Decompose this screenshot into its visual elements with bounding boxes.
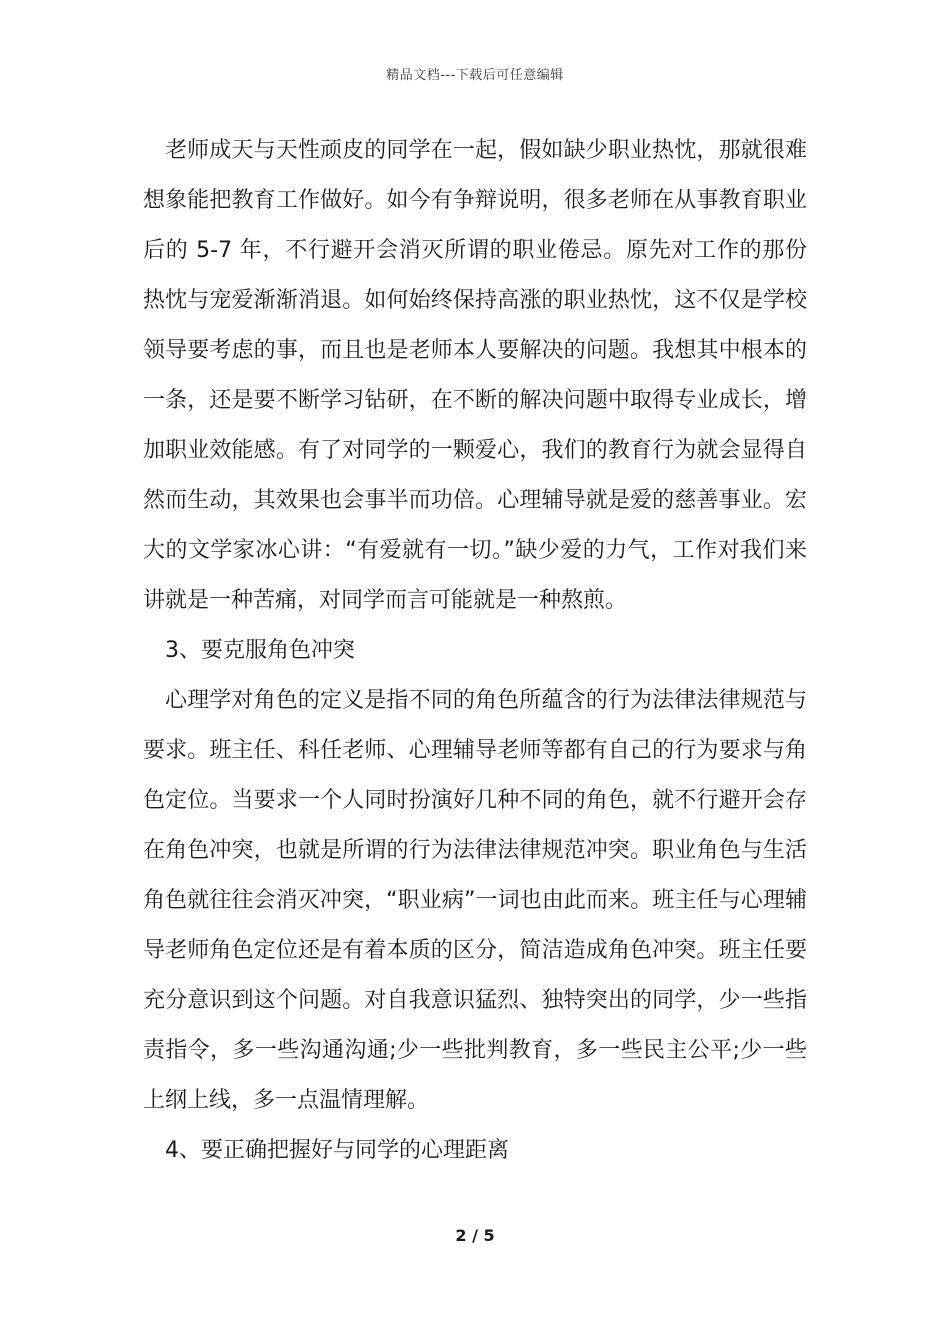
section-heading-3: 3、要克服角色冲突 [165, 638, 355, 663]
page-header: 精品文档---下载后可任意编辑 [386, 68, 564, 83]
document-body [143, 126, 807, 1176]
paragraph-professional-passion: 老师成天与天性顽皮的同学在一起，假如缺少职业热忱，那就很难想象能把教育工作做好。如今有争辩说明，很多老师在从事教育职业后的 5-7 年，不行避开会消灭所谓的职业倦忌。原先对工作的那份热忱与宠爱渐渐消退。如何始终保持高涨的职业热忱，这不仅是学校领导要考虑的事，而且也是老师本人要解决的问题。我想其中根本的一条，还是要不断学习钻研，在不断的解决问题中取得专业成长，增加职业效能感。有了对同学的一颗爱心，我们的教育行为就会显得自然而生动，其效果也会事半而功倍。心理辅导就是爱的慈善事业。宏大的文学家冰心讲：“有爱就有一切。”缺少爱的力气，工作对我们来讲就是一种苦痛，对同学而言可能就是一种熬煎。 [143, 138, 807, 613]
paragraph-role-conflict: 心理学对角色的定义是指不同的角色所蕴含的行为法律法律规范与要求。班主任、科任老师、心理辅导老师等都有自己的行为要求与角色定位。当要求一个人同时扮演好几种不同的角色，就不行避开会存在角色冲突，也就是所谓的行为法律法律规范冲突。职业角色与生活角色就往往会消灭冲突，“职业病”一词也由此而来。班主任与心理辅导老师角色定位还是有着本质的区分，简洁造成角色冲突。班主任要充分意识到这个问题。对自我意识猛烈、独特突出的同学，少一些指责指令，多一些沟通沟通;少一些批判教育，多一些民主公平;少一些上纲上线，多一点温情理解。 [143, 688, 807, 1113]
page-number: 2 / 5 [455, 1226, 495, 1245]
section-heading-4: 4、要正确把握好与同学的心理距离 [165, 1138, 509, 1163]
